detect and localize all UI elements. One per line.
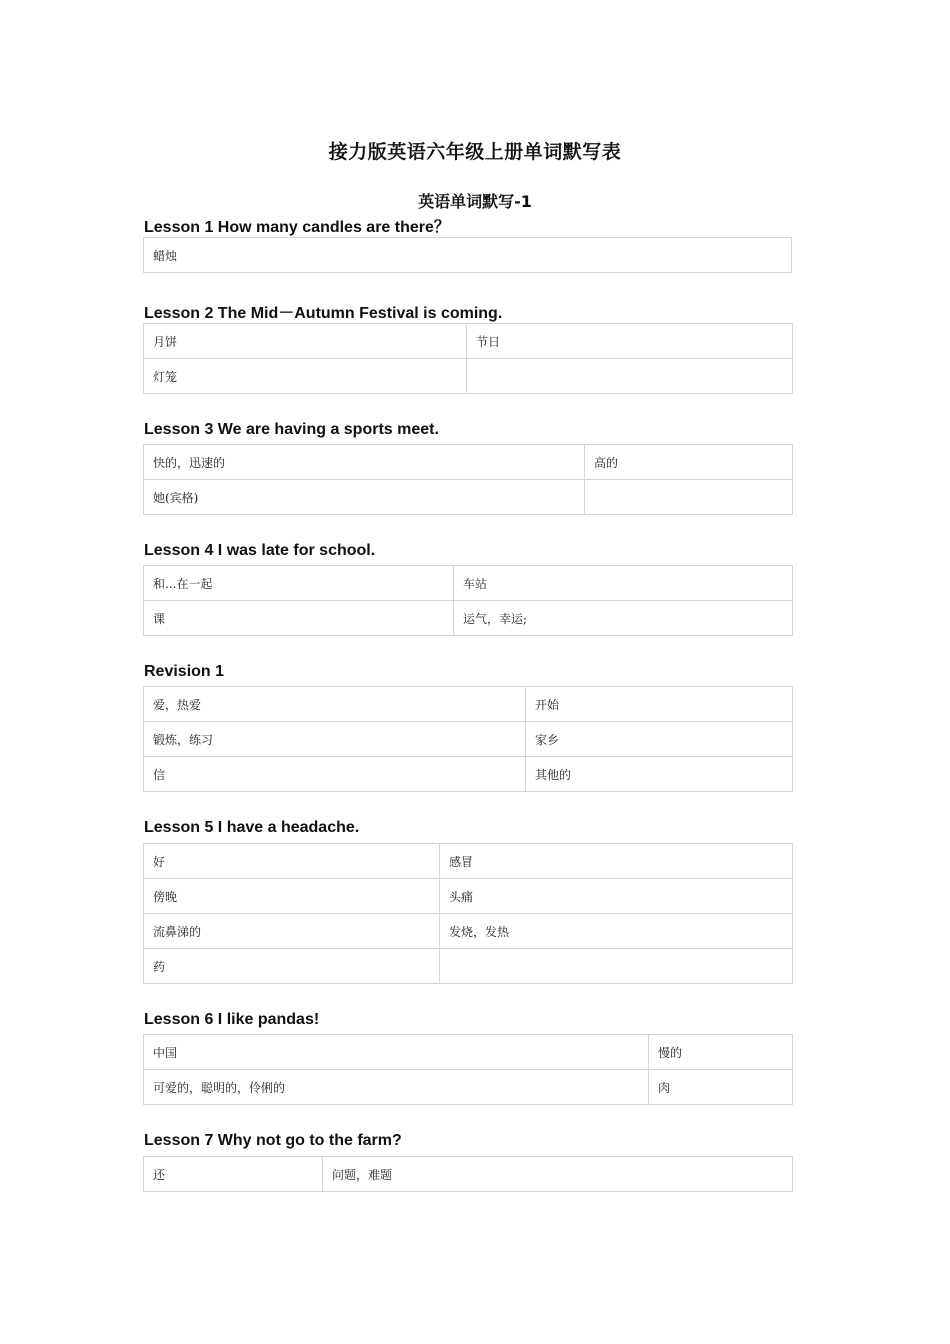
word-table — [143, 323, 793, 394]
table-row — [144, 879, 793, 914]
table-cell: 开始 — [526, 687, 793, 722]
word-table — [143, 1034, 793, 1105]
table-cell: 感冒 — [440, 844, 793, 879]
page-title: 接力版英语六年级上册单词默写表 — [328, 141, 622, 163]
page-subtitle: 英语单词默写-1 — [418, 192, 532, 211]
table-cell — [467, 359, 793, 394]
table-row — [144, 687, 793, 722]
table-cell: 锻炼，练习 — [144, 722, 526, 757]
table-cell: 车站 — [454, 566, 793, 601]
word-table — [143, 565, 793, 636]
table-cell: 可爱的，聪明的，伶俐的 — [144, 1070, 649, 1105]
table-row — [144, 722, 793, 757]
lesson-heading: Lesson 5 I have a headache. — [144, 819, 360, 836]
lesson-heading: Lesson 3 We are having a sports meet. — [144, 421, 439, 438]
table-cell: 问题，难题 — [323, 1157, 793, 1192]
table-row — [144, 844, 793, 879]
table-cell: 肉 — [649, 1070, 793, 1105]
table-cell: 课 — [144, 601, 454, 636]
table-cell: 头痛 — [440, 879, 793, 914]
table-cell: 还 — [144, 1157, 323, 1192]
table-cell: 她(宾格) — [144, 480, 585, 515]
table-row — [144, 480, 793, 515]
word-table — [143, 843, 793, 984]
lesson-heading: Revision 1 — [144, 663, 225, 680]
table-cell: 蜡烛 — [144, 238, 792, 273]
table-row — [144, 445, 793, 480]
lesson-heading: Lesson 4 I was late for school. — [144, 542, 376, 559]
table-cell: 和...在一起 — [144, 566, 454, 601]
table-cell: 信 — [144, 757, 526, 792]
table-row — [144, 1035, 793, 1070]
table-cell — [440, 949, 793, 984]
word-table — [143, 237, 792, 273]
lesson-heading: Lesson 2 The Mid－Autumn Festival is coming. — [144, 305, 503, 322]
table-row — [144, 949, 793, 984]
table-row — [144, 1157, 793, 1192]
table-cell: 高的 — [585, 445, 793, 480]
table-cell: 其他的 — [526, 757, 793, 792]
table-cell: 药 — [144, 949, 440, 984]
word-table — [143, 1156, 793, 1192]
table-cell: 爱，热爱 — [144, 687, 526, 722]
table-cell: 中国 — [144, 1035, 649, 1070]
table-cell: 发烧，发热 — [440, 914, 793, 949]
lesson-heading: Lesson 7 Why not go to the farm? — [144, 1132, 402, 1149]
word-table — [143, 686, 793, 792]
table-row — [144, 757, 793, 792]
table-cell: 流鼻涕的 — [144, 914, 440, 949]
table-cell: 灯笼 — [144, 359, 467, 394]
table-cell: 节日 — [467, 324, 793, 359]
table-row — [144, 359, 793, 394]
table-cell: 傍晚 — [144, 879, 440, 914]
table-cell: 好 — [144, 844, 440, 879]
lesson-heading: Lesson 1 How many candles are there？ — [144, 219, 450, 236]
table-cell: 慢的 — [649, 1035, 793, 1070]
word-table — [143, 444, 793, 515]
table-cell: 家乡 — [526, 722, 793, 757]
table-row — [144, 324, 793, 359]
table-row — [144, 601, 793, 636]
lesson-heading: Lesson 6 I like pandas! — [144, 1011, 320, 1028]
table-cell: 运气，幸运; — [454, 601, 793, 636]
table-cell — [585, 480, 793, 515]
table-row — [144, 238, 792, 273]
table-cell: 月饼 — [144, 324, 467, 359]
table-row — [144, 1070, 793, 1105]
table-row — [144, 914, 793, 949]
table-cell: 快的，迅速的 — [144, 445, 585, 480]
table-row — [144, 566, 793, 601]
